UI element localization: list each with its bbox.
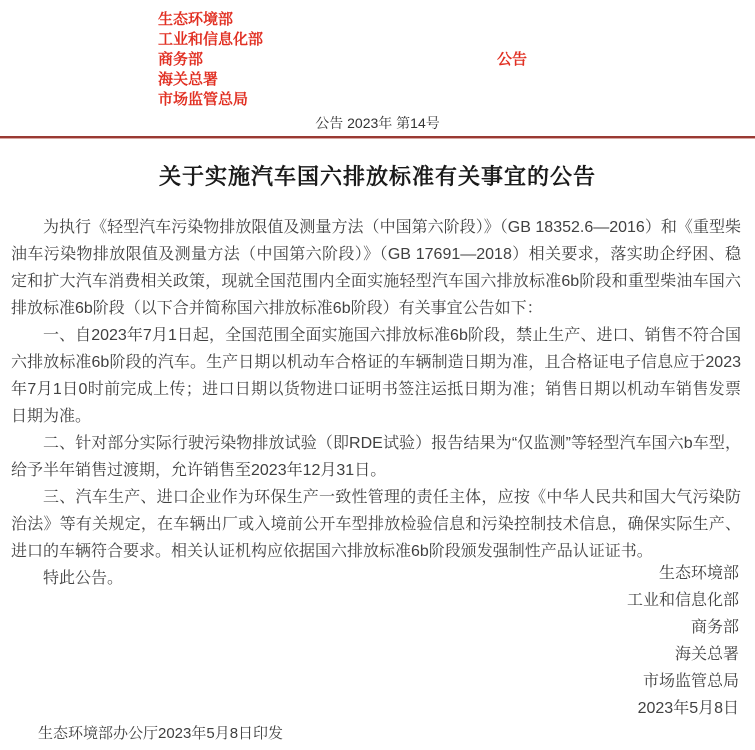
letterhead-ministry: 生态环境部 <box>158 11 234 28</box>
body-paragraph: 二、针对部分实际行驶污染物排放试验（即RDE试验）报告结果为“仅监测”等轻型汽车国六b车型，给予半年销售过渡期，允许销售至2023年12月31日。 <box>11 435 741 479</box>
signature-agency: 市场监管总局 <box>642 673 739 690</box>
letterhead-ministry: 市场监管总局 <box>158 91 249 108</box>
signature-agency: 生态环境部 <box>658 565 739 582</box>
body-paragraph: 一、自2023年7月1日起，全国范围全面实施国六排放标准6b阶段，禁止生产、进口、销售不符合国六排放标准6b阶段的汽车。生产日期以机动车合格证的车辆制造日期为准，且合格证电子信息应于2023年7月1日0时前完成上传；进口日期以货物进口证明书签注运抵日期为准；销售日期以机动车销售发票日期为准。 <box>11 327 741 425</box>
signature-agency: 工业和信息化部 <box>626 592 739 609</box>
signature-agency: 商务部 <box>690 619 739 636</box>
print-footer: 生态环境部办公厅2023年5月8日印发 <box>38 725 284 742</box>
header-divider-rule <box>0 136 755 139</box>
letterhead-ministry: 工业和信息化部 <box>158 31 264 48</box>
letterhead-ministry: 商务部 <box>158 51 204 68</box>
signature-block <box>627 560 739 722</box>
document-body <box>11 214 741 592</box>
announcement-label: 公告 <box>497 51 528 68</box>
body-paragraph: 为执行《轻型汽车污染物排放限值及测量方法（中国第六阶段）》（GB 18352.6—2016）和《重型柴油车污染物排放限值及测量方法（中国第六阶段）》（GB 17691—2018）相关要求，落实助企纾困、稳定和扩大汽车消费相关政策，现就全国范围内全面实施轻型汽车国六排放标准6b阶段和重型柴油车国六排放标准6b阶段（以下合并简称国六排放标准6b阶段）有关事宜公告如下： <box>11 219 741 317</box>
body-paragraph: 三、汽车生产、进口企业作为环保生产一致性管理的责任主体，应按《中华人民共和国大气污染防治法》等有关规定，在车辆出厂或入境前公开车型排放检验信息和污染控制技术信息，确保实际生产、进口的车辆符合要求。相关认证机构应依据国六排放标准6b阶段颁发强制性产品认证证书。 <box>11 489 741 560</box>
doc-number: 公告 2023年 第14号 <box>315 115 440 131</box>
page-title: 关于实施汽车国六排放标准有关事宜的公告 <box>158 164 596 189</box>
body-paragraph: 特此公告。 <box>43 570 124 587</box>
letterhead-ministry: 海关总署 <box>158 71 219 88</box>
signature-date: 2023年5月8日 <box>637 700 739 717</box>
signature-agency: 海关总署 <box>674 646 739 663</box>
letterhead-ministry-list <box>158 10 263 110</box>
